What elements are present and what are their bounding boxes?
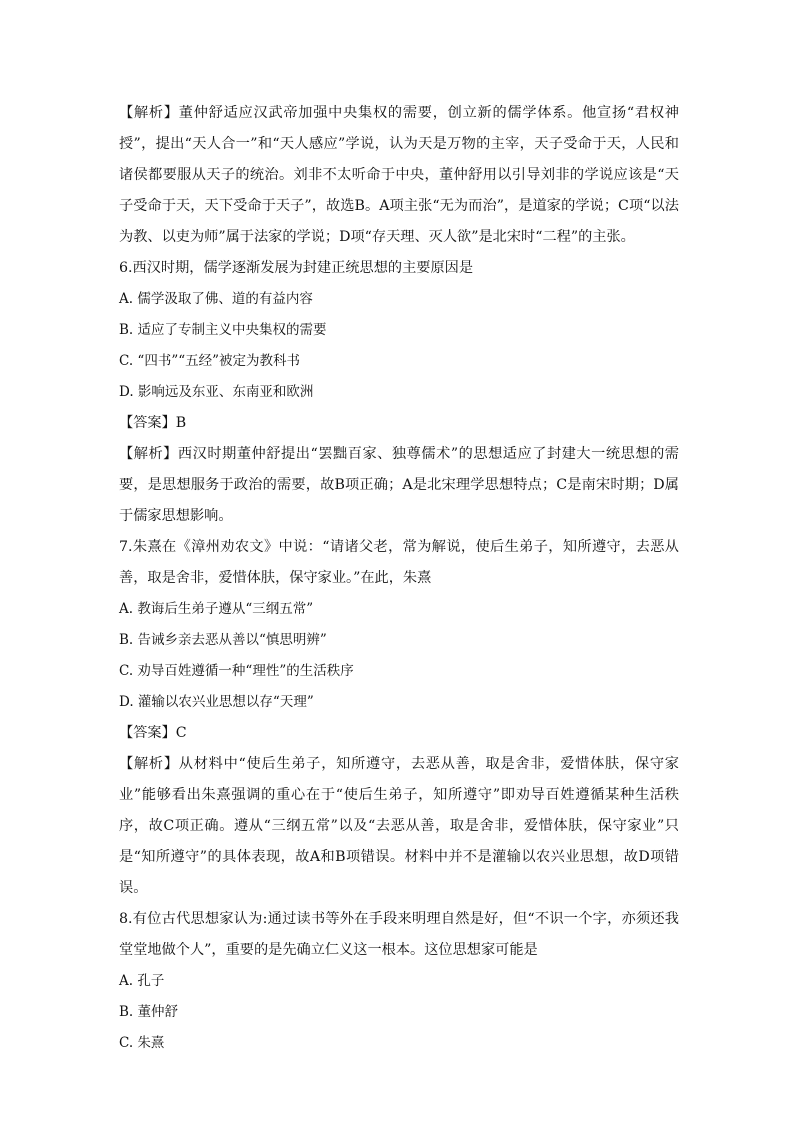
q7-option-a: A. 教诲后生弟子遵从“三纲五常” xyxy=(119,601,314,617)
q8-option-b: B. 董仲舒 xyxy=(119,1004,179,1020)
q8-option-a: A. 孔子 xyxy=(119,973,165,989)
analysis-q6: 【解析】西汉时期董仲舒提出“罢黜百家、独尊儒术”的思想适应了封建大一统思想的需要，是思想服务于政治的需要，故B项正确；A是北宋理学思想特点；C是南宋时期；D属于儒家思想影响。 xyxy=(119,446,679,524)
q6-option-a: A. 儒学汲取了佛、道的有益内容 xyxy=(119,291,313,307)
question-7: 7.朱熹在《漳州劝农文》中说：“请诸父老，常为解说，使后生弟子，知所遵守，去恶从善，取是舍非，爱惜体肤，保守家业。”在此，朱熹 xyxy=(119,539,679,586)
q8-option-c: C. 朱熹 xyxy=(119,1035,165,1051)
question-6: 6.西汉时期，儒学逐渐发展为封建正统思想的主要原因是 xyxy=(119,260,474,276)
document-page xyxy=(119,98,679,1059)
q6-option-d: D. 影响远及东亚、东南亚和欧洲 xyxy=(119,384,314,400)
q7-option-b: B. 告诫乡亲去恶从善以“慎思明辨” xyxy=(119,632,327,648)
analysis-q7: 【解析】从材料中“使后生弟子，知所遵守，去恶从善，取是舍非，爱惜体肤，保守家业”能够看出朱熹强调的重心在于“使后生弟子，知所遵守”即劝导百姓遵循某种生活秩序，故C项正确。遵从“三纲五常”以及“去恶从善，取是舍非，爱惜体肤，保守家业”只是“知所遵守”的具体表现，故A和B项错误。材料中并不是灌输以农兴业思想，故D项错误。 xyxy=(119,756,679,896)
q7-option-d: D. 灌输以农兴业思想以存“天理” xyxy=(119,694,314,710)
q7-option-c: C. 劝导百姓遵循一种“理性”的生活秩序 xyxy=(119,663,354,679)
question-8: 8.有位古代思想家认为:通过读书等外在手段来明理自然是好，但“不识一个字，亦须还我堂堂地做个人”，重要的是先确立仁义这一根本。这位思想家可能是 xyxy=(119,911,679,958)
q6-option-c: C. “四书”“五经”被定为教科书 xyxy=(119,353,301,369)
q6-option-b: B. 适应了专制主义中央集权的需要 xyxy=(119,322,327,338)
analysis-q5: 【解析】董仲舒适应汉武帝加强中央集权的需要，创立新的儒学体系。他宣扬“君权神授”，提出“天人合一”和“天人感应”学说，认为天是万物的主宰，天子受命于天，人民和诸侯都要服从天子的统治。刘非不太听命于中央，董仲舒用以引导刘非的学说应该是“天子受命于天，天下受命于天子”，故选B。A项主张“无为而治”，是道家的学说；C项“以法为教、以吏为师”属于法家的学说；D项“存天理、灭人欲”是北宋时“二程”的主张。 xyxy=(119,105,679,245)
answer-q7: 【答案】C xyxy=(119,725,187,741)
answer-q6: 【答案】B xyxy=(119,415,187,431)
